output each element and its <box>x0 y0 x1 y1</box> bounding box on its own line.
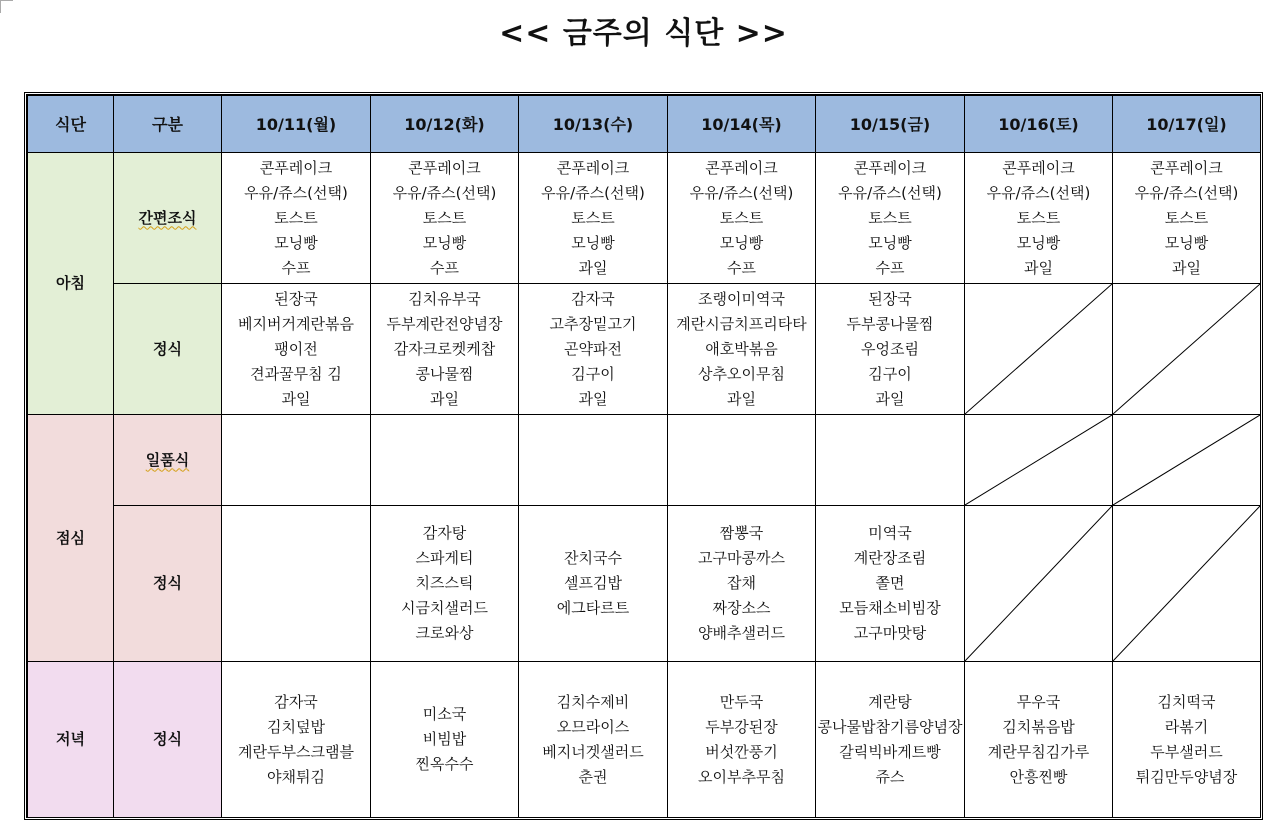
meal-breakfast: 아침 <box>28 153 114 415</box>
empty-cell-diagonal <box>965 284 1113 415</box>
menu-item: 상추오이무침 <box>698 364 785 383</box>
menu-item: 두부계란전양념장 <box>386 314 503 333</box>
menu-item: 버섯깐풍기 <box>705 742 778 761</box>
menu-cell <box>222 284 371 415</box>
menu-item: 모듬채소비빔장 <box>839 599 941 617</box>
menu-item: 우엉조림 <box>861 339 919 358</box>
menu-item: 쥬스 <box>875 767 905 786</box>
menu-item: 베지너겟샐러드 <box>542 742 644 761</box>
menu-cell <box>668 506 816 662</box>
menu-item: 모닝빵 <box>422 233 467 252</box>
menu-item: 된장국 <box>274 289 318 308</box>
menu-cell <box>371 153 519 284</box>
menu-cell <box>816 153 965 284</box>
menu-item: 김치떡국 <box>1157 692 1216 711</box>
menu-cell <box>222 153 371 284</box>
menu-item: 오므라이스 <box>556 717 630 736</box>
menu-item: 잔치국수 <box>564 549 622 567</box>
empty-cell-diagonal <box>965 506 1113 662</box>
lunch-regular-row <box>28 506 1261 662</box>
header-day: 10/12(화) <box>371 96 519 153</box>
menu-item: 모닝빵 <box>719 233 764 252</box>
menu-item: 만두국 <box>719 692 764 711</box>
menu-item: 비빔밥 <box>422 730 467 748</box>
menu-item: 수프 <box>281 258 311 277</box>
menu-item: 감자크로켓케찹 <box>393 339 496 358</box>
weekly-menu-table <box>27 95 1261 818</box>
header-category: 구분 <box>114 96 222 153</box>
menu-item: 모닝빵 <box>868 233 912 252</box>
header-day: 10/15(금) <box>816 96 965 153</box>
menu-item: 콘푸레이크 <box>408 158 481 177</box>
menu-cell <box>668 662 816 818</box>
menu-item: 토스트 <box>571 208 615 227</box>
menu-item: 우유/쥬스(선택) <box>541 183 645 202</box>
menu-item: 된장국 <box>868 289 912 308</box>
menu-cell <box>371 662 519 818</box>
menu-item: 과일 <box>578 258 608 277</box>
menu-item: 과일 <box>578 389 608 408</box>
empty-cell <box>668 415 816 506</box>
menu-cell <box>1113 153 1261 284</box>
header-meal: 식단 <box>28 96 114 153</box>
menu-item: 콘푸레이크 <box>556 158 630 177</box>
menu-item: 콘푸레이크 <box>1150 158 1223 177</box>
menu-item: 갈릭빅바게트빵 <box>839 742 941 761</box>
menu-item: 곤약파전 <box>564 339 622 358</box>
menu-item: 감자국 <box>571 289 615 308</box>
menu-item: 양배추샐러드 <box>698 624 785 642</box>
menu-item: 무우국 <box>1016 692 1061 711</box>
empty-cell <box>519 415 668 506</box>
menu-item: 야채튀김 <box>267 767 325 786</box>
menu-item: 감자국 <box>274 692 318 711</box>
menu-item: 모닝빵 <box>1164 233 1209 252</box>
menu-item: 두부강된장 <box>705 717 778 736</box>
menu-item: 우유/쥬스(선택) <box>244 183 348 202</box>
menu-item: 과일 <box>1024 258 1053 277</box>
menu-item: 고추장밑고기 <box>549 314 637 333</box>
menu-item: 치즈스틱 <box>415 574 474 592</box>
category-regular: 정식 <box>114 662 222 818</box>
menu-item: 콘푸레이크 <box>1002 158 1075 177</box>
menu-item: 수프 <box>430 258 459 277</box>
empty-cell-diagonal <box>1113 415 1261 506</box>
menu-cell <box>222 662 371 818</box>
menu-item: 콩나물찜 <box>415 364 474 383</box>
menu-item: 수프 <box>727 258 756 277</box>
menu-item: 팽이전 <box>274 339 318 358</box>
meal-lunch: 점심 <box>28 415 114 662</box>
menu-item: 토스트 <box>1164 208 1209 227</box>
menu-cell <box>816 506 965 662</box>
menu-item: 토스트 <box>868 208 912 227</box>
menu-item: 김치덮밥 <box>267 717 325 736</box>
menu-item: 모닝빵 <box>1016 233 1061 252</box>
menu-item: 짬뽕국 <box>719 524 764 542</box>
header-row <box>28 96 1261 153</box>
menu-item: 우유/쥬스(선택) <box>1134 183 1239 202</box>
menu-item: 모닝빵 <box>274 233 318 252</box>
menu-item: 우유/쥬스(선택) <box>838 183 942 202</box>
menu-cell <box>519 506 668 662</box>
menu-item: 토스트 <box>274 208 318 227</box>
menu-item: 콘푸레이크 <box>705 158 778 177</box>
menu-cell <box>222 506 371 662</box>
empty-cell-diagonal <box>1113 506 1261 662</box>
menu-item: 토스트 <box>719 208 764 227</box>
menu-item: 콘푸레이크 <box>853 158 927 177</box>
breakfast-simple-row <box>28 153 1261 284</box>
header-day-sunday: 10/17(일) <box>1113 96 1261 153</box>
menu-item: 찐옥수수 <box>415 755 474 773</box>
empty-cell-diagonal <box>1113 284 1261 415</box>
menu-item: 스파게티 <box>415 549 474 567</box>
menu-item: 미역국 <box>868 524 912 542</box>
menu-item: 라볶기 <box>1164 717 1209 736</box>
menu-item: 애호박볶음 <box>705 339 778 358</box>
menu-item: 베지버거계란볶음 <box>238 314 354 333</box>
menu-item: 계란시금치프리타타 <box>676 314 807 333</box>
menu-item: 안흥찐빵 <box>1009 767 1068 786</box>
menu-item: 감자탕 <box>422 524 467 542</box>
menu-item: 콘푸레이크 <box>259 158 333 177</box>
menu-item: 과일 <box>430 389 459 408</box>
menu-item: 과일 <box>875 389 905 408</box>
menu-item: 쫄면 <box>875 574 905 592</box>
header-day: 10/13(수) <box>519 96 668 153</box>
header-day: 10/14(목) <box>668 96 816 153</box>
menu-item: 과일 <box>1172 258 1201 277</box>
empty-cell <box>816 415 965 506</box>
menu-item: 두부콩나물찜 <box>846 314 934 333</box>
menu-item: 춘권 <box>578 767 608 786</box>
menu-cell <box>371 284 519 415</box>
menu-item: 크로와상 <box>415 624 474 642</box>
menu-item: 김치유부국 <box>408 289 481 308</box>
menu-cell <box>816 284 965 415</box>
menu-item: 시금치샐러드 <box>401 599 488 617</box>
empty-cell <box>371 415 519 506</box>
menu-item: 계란탕 <box>868 692 912 711</box>
menu-item: 김치볶음밥 <box>1002 717 1075 736</box>
menu-item: 토스트 <box>1016 208 1061 227</box>
menu-cell <box>668 284 816 415</box>
menu-item: 짜장소스 <box>712 599 771 617</box>
menu-item: 고구마콩까스 <box>698 549 785 567</box>
menu-item: 과일 <box>281 389 311 408</box>
menu-item: 김구이 <box>571 364 615 383</box>
menu-cell <box>519 662 668 818</box>
menu-item: 계란두부스크램블 <box>238 742 354 761</box>
menu-cell <box>668 153 816 284</box>
menu-item: 수프 <box>875 258 905 277</box>
menu-item: 튀김만두양념장 <box>1135 767 1238 786</box>
menu-item: 토스트 <box>422 208 467 227</box>
menu-item: 모닝빵 <box>571 233 615 252</box>
menu-item: 조랭이미역국 <box>698 289 785 308</box>
page-title: << 금주의 식단 >> <box>499 16 788 51</box>
lunch-onedish-row <box>28 415 1261 506</box>
category-label: 일품식 <box>145 450 190 469</box>
menu-item: 김치수제비 <box>556 692 630 711</box>
menu-item: 셀프김밥 <box>564 574 622 592</box>
menu-cell <box>519 284 668 415</box>
menu-cell <box>1113 662 1261 818</box>
menu-item: 두부샐러드 <box>1150 742 1223 761</box>
header-day-saturday: 10/16(토) <box>965 96 1113 153</box>
menu-item: 김구이 <box>868 364 912 383</box>
header-day: 10/11(월) <box>222 96 371 153</box>
menu-item: 미소국 <box>422 705 467 723</box>
menu-item: 계란무침김가루 <box>987 742 1090 761</box>
menu-cell <box>519 153 668 284</box>
menu-cell <box>816 662 965 818</box>
menu-item: 우유/쥬스(선택) <box>689 183 794 202</box>
empty-cell-diagonal <box>965 415 1113 506</box>
category-one-dish <box>114 415 222 506</box>
empty-cell <box>222 415 371 506</box>
menu-item: 견과꿀무침 김 <box>250 364 342 383</box>
menu-item: 잡채 <box>727 574 756 592</box>
menu-item: 오이부추무침 <box>698 767 785 786</box>
menu-cell <box>371 506 519 662</box>
meal-dinner: 저녁 <box>28 662 114 818</box>
category-regular: 정식 <box>114 506 222 662</box>
breakfast-regular-row <box>28 284 1261 415</box>
menu-item: 계란장조림 <box>853 549 927 567</box>
menu-item: 콩나물밥참기름양념장 <box>817 717 963 736</box>
menu-item: 우유/쥬스(선택) <box>392 183 497 202</box>
menu-item: 에그타르트 <box>556 599 630 617</box>
menu-item: 과일 <box>727 389 756 408</box>
menu-cell <box>965 153 1113 284</box>
category-label: 간편조식 <box>138 208 197 227</box>
menu-item: 고구마맛탕 <box>853 624 927 642</box>
dinner-regular-row <box>28 662 1261 818</box>
category-simple <box>114 153 222 284</box>
menu-cell <box>965 662 1113 818</box>
menu-item: 우유/쥬스(선택) <box>986 183 1091 202</box>
category-regular: 정식 <box>114 284 222 415</box>
